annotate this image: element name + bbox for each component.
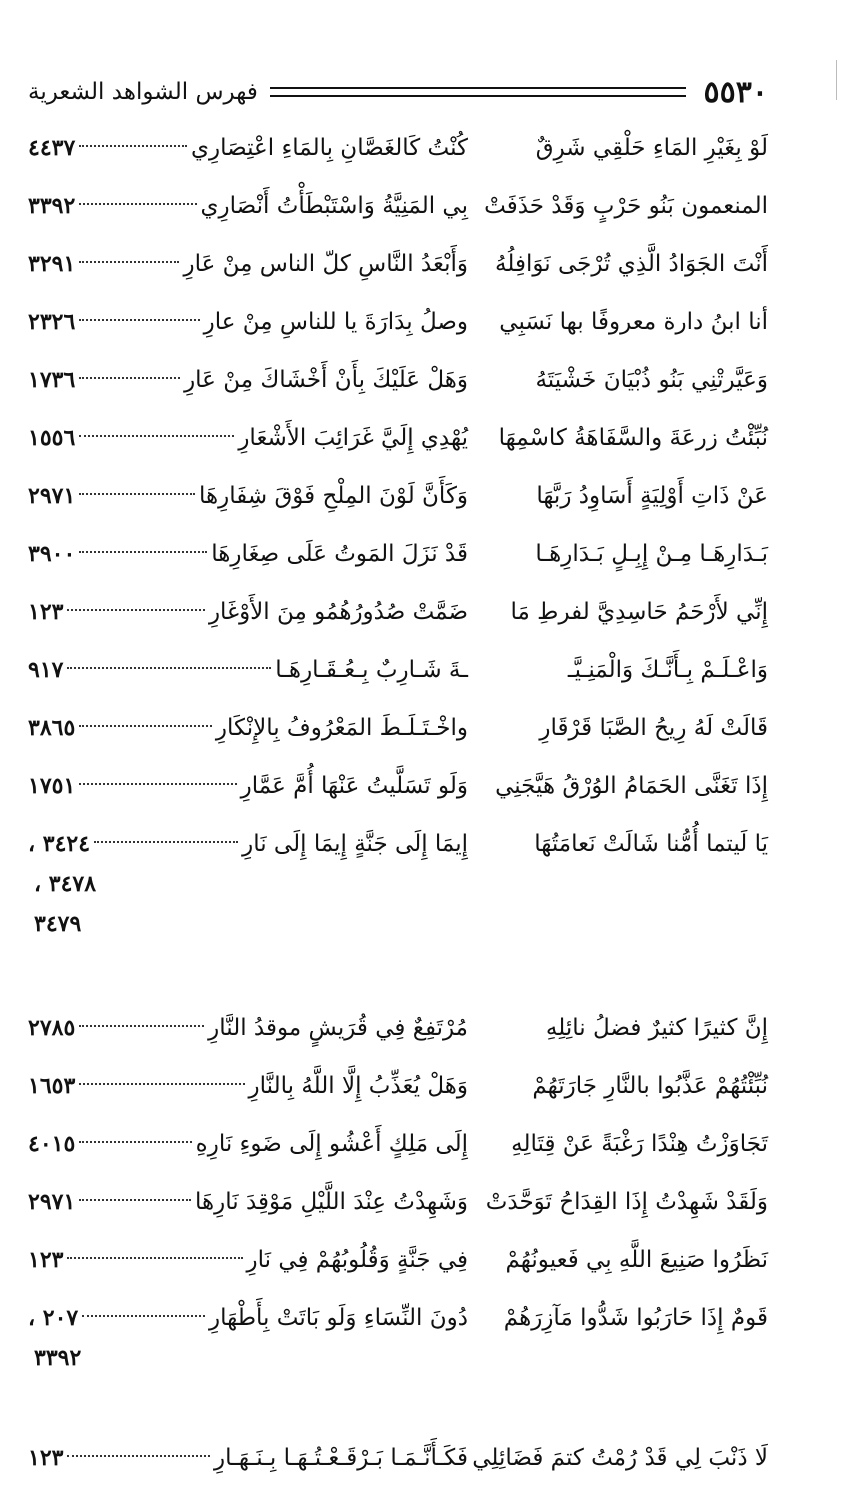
first-hemistich: تَجَاوَزْتُ هِنْدًا رَغْبَةً عَنْ قِتَالِهِ	[511, 1131, 768, 1157]
reference-number: ٢٩٧١	[28, 483, 76, 509]
list-item	[28, 1066, 768, 1124]
list-item	[28, 244, 768, 302]
list-item	[28, 534, 768, 592]
second-hemistich: واخْـتَـلَـطَ المَعْرُوفُ بِالإِنْكَارِ	[215, 715, 468, 741]
list-item	[28, 1124, 768, 1182]
dot-leader	[67, 1257, 242, 1259]
list-item	[28, 1298, 768, 1438]
reference-number: ٤٠١٥	[28, 1131, 76, 1157]
second-hemistich: إِلَى مَلِكٍ أَعْشُو إِلَى ضَوءِ نَارِهِ	[195, 1131, 468, 1157]
list-item	[28, 302, 768, 360]
first-hemistich: نُبِّئْتُ زرعَةَ والسَّفَاهَةُ كاسْمِهَا	[498, 425, 768, 451]
list-item	[28, 360, 768, 418]
dot-leader	[79, 1141, 191, 1143]
reference-number: ٢٠٧ ،	[28, 1305, 79, 1331]
dot-leader	[67, 609, 204, 611]
first-hemistich: نَظَرُوا صَنِيعَ اللَّهِ بِي فَعيونُهُمْ	[505, 1247, 768, 1273]
first-hemistich: لَوْ بِغَيْرِ المَاءِ حَلْقِي شَرِقٌ	[535, 135, 768, 161]
dot-leader	[79, 725, 212, 727]
dot-leader	[79, 493, 195, 495]
second-hemistich: وَهَلْ يُعَذِّبُ إِلَّا اللَّهُ بِالنَّارِ	[248, 1073, 468, 1099]
reference-number: ١٧٥١	[28, 773, 76, 799]
first-hemistich: إِذَا تَغَنَّى الحَمَامُ الوُرْقُ هَيَّجَنِي	[495, 773, 768, 799]
dot-leader	[94, 841, 238, 843]
first-hemistich: أَنْتَ الجَوَادُ الَّذِي تُرْجَى نَوَافِلُهُ	[495, 251, 768, 277]
second-hemistich: وصلُ بِدَارَةَ يا للناسِ مِنْ عارِ	[203, 309, 468, 335]
first-hemistich: عَنْ ذَاتِ أَوْلِيَةٍ أَسَاوِدُ رَبَّهَا	[536, 483, 768, 509]
second-hemistich: وَأَبْعَدُ النَّاسِ كلّ الناس مِنْ عَارِ	[183, 251, 468, 277]
reference-number: ١٦٥٣	[28, 1073, 76, 1099]
dot-leader	[79, 319, 199, 321]
list-item	[28, 708, 768, 766]
dot-leader	[79, 1083, 244, 1085]
poetry-index-list	[28, 128, 768, 1496]
second-hemistich: إِيمَا إِلَى جَنَّةٍ إِيمَا إِلَى نَارِ	[242, 831, 468, 857]
reference-number: ١٧٣٦	[28, 367, 76, 393]
reference-number: ٣٣٩٢	[28, 193, 76, 219]
reference-number: ١٢٣	[28, 1445, 64, 1471]
first-hemistich: وَاعْـلَـمْ بِـأَنَّـكَ وَالْمَنِـيَّـ	[567, 657, 768, 683]
second-hemistich: مُرْتَفِعٌ فِي قُرَيشٍ موقدُ النَّارِ	[208, 1015, 468, 1041]
list-item	[28, 592, 768, 650]
reference-number: ٢٣٢٦	[28, 309, 76, 335]
second-hemistich: وَهَلْ عَلَيْكَ بِأَنْ أَخْشَاكَ مِنْ عَارِ	[184, 367, 468, 393]
second-hemistich: يُهْدِي إِلَيَّ غَرَائِبَ الأَشْعَارِ	[238, 425, 468, 451]
first-hemistich: المنعمون بَنُو حَرْبٍ وَقَدْ حَذَفَتْ	[484, 193, 768, 219]
second-hemistich: فِي جَنَّةٍ وَقُلُوبُهُمْ فِي نَارِ	[246, 1247, 468, 1273]
dot-leader	[79, 1199, 191, 1201]
dot-leader	[82, 1315, 205, 1317]
reference-number: ٤٤٣٧	[28, 135, 76, 161]
dot-leader	[79, 1025, 204, 1027]
list-item	[28, 766, 768, 824]
dot-leader	[67, 1455, 210, 1457]
second-hemistich: ـةَ شَـارِبٌ بِـعُـقَـارِهَـا	[275, 657, 468, 683]
dot-leader	[79, 783, 236, 785]
second-hemistich: وَكَأَنَّ لَوْنَ المِلْحِ فَوْقَ شِفَارِهَا	[198, 483, 468, 509]
list-item	[28, 1438, 768, 1496]
second-hemistich: قَدْ نَزَلَ المَوتُ عَلَى صِغَارِهَا	[211, 541, 468, 567]
header-double-rule	[270, 87, 686, 97]
reference-number: ٣٢٩١	[28, 251, 76, 277]
scan-edge-mark	[836, 60, 837, 100]
dot-leader	[79, 377, 180, 379]
first-hemistich: إِنَّ كثيرًا كثيرٌ فضلُ نائِلِهِ	[545, 1015, 768, 1041]
reference-number: ٣٨٦٥	[28, 715, 76, 741]
reference-number: ١٢٣	[28, 1247, 64, 1273]
first-hemistich: وَلَقَدْ شَهِدْتُ إِذَا القِدَاحُ تَوَحَّدَتْ	[485, 1189, 768, 1215]
list-item	[28, 650, 768, 708]
page-header	[28, 72, 768, 112]
dot-leader	[79, 145, 187, 147]
reference-number: ٢٧٨٥	[28, 1015, 76, 1041]
reference-number: ١٥٥٦	[28, 425, 76, 451]
list-item	[28, 1008, 768, 1066]
reference-number-continued: ٣٤٧٨ ،	[34, 871, 97, 897]
second-hemistich: وَشَهِدْتُ عِنْدَ اللَّيْلِ مَوْقِدَ نَارِهَا	[195, 1189, 468, 1215]
dot-leader	[67, 667, 271, 669]
second-hemistich: وَلَو تَسَلَّيتُ عَنْهَا أُمَّ عَمَّارِ	[240, 773, 468, 799]
reference-number: ٩١٧	[28, 657, 64, 683]
list-item	[28, 824, 768, 1008]
first-hemistich: لَا ذَنْبَ لِي قَدْ رُمْتُ كتمَ فَضَائِلِي	[472, 1445, 768, 1471]
reference-number-continued: ٣٤٧٩	[34, 911, 82, 937]
first-hemistich: نُبِّئْتُهُمْ عَذَّبُوا بالنَّارِ جَارَتَهُمْ	[532, 1073, 768, 1099]
second-hemistich: فَكَـأَنَّـمَـا بَـرْقَـعْـتُـهَـا بِـنَـهَـارِ	[214, 1445, 468, 1471]
page-number: ٥٥٣٠	[703, 74, 768, 110]
reference-number: ٣٤٢٤ ،	[28, 831, 91, 857]
dot-leader	[79, 435, 234, 437]
list-item	[28, 128, 768, 186]
list-item	[28, 1182, 768, 1240]
list-item	[28, 476, 768, 534]
second-hemistich: ضَمَّتْ صُدُورُهُمُو مِنَ الأَوْغَارِ	[208, 599, 468, 625]
first-hemistich: أنا ابنُ دارة معروفًا بها نَسَبِي	[499, 309, 768, 335]
second-hemistich: بِي المَنِيَّةُ وَاسْتَبْطَأْتُ أَنْصَارِي	[200, 193, 468, 219]
reference-number: ١٢٣	[28, 599, 64, 625]
section-title: فهرس الشواهد الشعرية	[28, 79, 258, 105]
dot-leader	[79, 203, 196, 205]
list-item	[28, 186, 768, 244]
list-item	[28, 418, 768, 476]
reference-number: ٣٩٠٠	[28, 541, 76, 567]
reference-number: ٢٩٧١	[28, 1189, 76, 1215]
second-hemistich: كُنْتُ كَالغَصَّانِ بِالمَاءِ اعْتِصَارِي	[191, 135, 468, 161]
first-hemistich: وَعَيَّرتْنِي بَنُو ذُبْيَانَ خَشْيَتَهُ	[535, 367, 768, 393]
second-hemistich: دُونَ النِّسَاءِ وَلَو بَاتَتْ بِأَطْهَارِ	[209, 1305, 468, 1331]
dot-leader	[79, 261, 179, 263]
first-hemistich: بَـدَارِهَـا مِـنْ إِبِـلٍ بَـدَارِهَـا	[535, 541, 768, 567]
first-hemistich: يَا لَيتما أُمُّنا شَالَتْ نَعامَتُهَا	[534, 831, 768, 857]
reference-number-continued: ٣٣٩٢	[34, 1345, 82, 1371]
first-hemistich: قَالَتْ لَهُ رِيحُ الصَّبَا قَرْقَارِ	[539, 715, 768, 741]
first-hemistich: إِنِّي لأَرْحَمُ حَاسِدِيَّ لفرطِ مَا	[510, 599, 768, 625]
dot-leader	[79, 551, 207, 553]
first-hemistich: قَومٌ إِذَا حَارَبُوا شَدُّوا مَآزِرَهُمْ	[503, 1305, 768, 1331]
list-item	[28, 1240, 768, 1298]
